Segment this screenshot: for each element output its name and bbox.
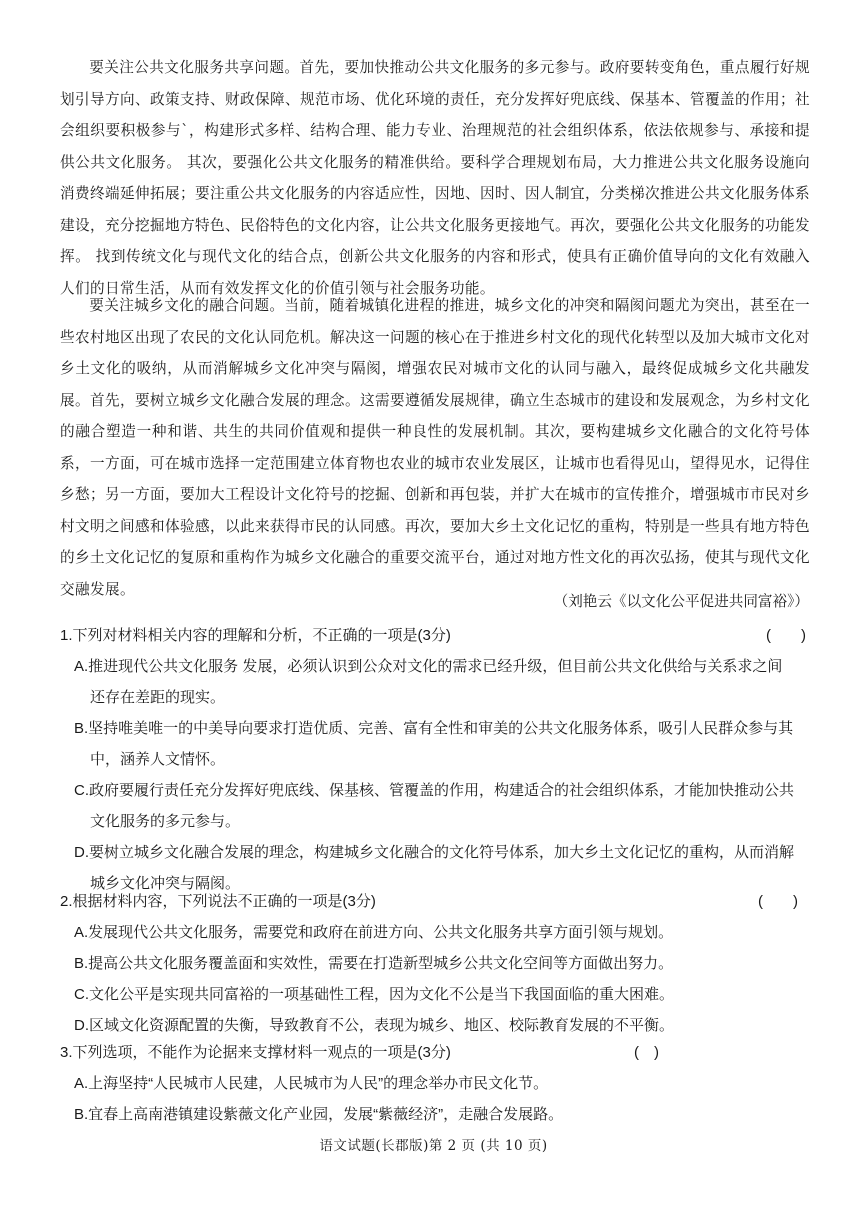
passage-paragraph-2 bbox=[60, 290, 810, 605]
passage-paragraph-1 bbox=[60, 52, 810, 304]
source-citation: （刘艳云《以文化公平促进共同富裕》） bbox=[553, 593, 809, 610]
option-text: B.坚持唯美唯一的中美导向要求打造优质、完善、富有全性和审美的公共文化服务体系，吸引人民群众参与其 bbox=[74, 720, 794, 737]
option-text: C.政府要履行责任充分发挥好兜底线、保基核、管覆盖的作用，构建适合的社会组织体系，才能加快推动公共 bbox=[74, 782, 795, 799]
question-2 bbox=[60, 886, 812, 1041]
question-stem: 3.下列选项，不能作为论据来支撑材料一观点的一项是(3分) bbox=[60, 1044, 451, 1061]
page-footer: 语文试题(长郡版)第 2 页 (共 10 页) bbox=[319, 1138, 548, 1154]
paragraph-text: 要关注公共文化服务共享问题。首先，要加快推动公共文化服务的多元参与。政府要转变角色，重点履行好规划引导方向、政策支持、财政保障、规范市场、优化环境的责任，充分发挥好兜底线、保基本、管覆盖的作用；社会组织要积极参与`，构建形式多样、结构合理、能力专业、治理规范的社会组织体系，依法依规参与、承接和提供公共文化服务。 其次，要强化公共文化服务的精准供给。要科学合理规划布局，大力推进公共文化服务设施向消费终端延伸拓展；要注重公共文化服务的内容适应性，因地、因时、因人制宜，分类梯次推进公共文化服务体系建设，充分挖掘地方特色、民俗特色的文化内容，让公共文化服务更接地气。再次，要强化公共文化服务的功能发挥。 找到传统文化与现代文化的结合点，创新公共文化服务的内容和形式，使具有正确价值导向的文化有效融入人们的日常生活，从而有效发挥文化的价值引领与社会服务功能。 bbox=[60, 59, 810, 297]
option-a[interactable]: A.上海坚持“人民城市人民建，人民城市为人民”的理念举办市民文化节。 bbox=[74, 1075, 549, 1092]
option-c[interactable] bbox=[60, 775, 812, 837]
answer-blank[interactable]: ( ) bbox=[634, 1044, 659, 1061]
option-text: A.推进现代公共文化服务 发展，必须认识到公众对文化的需求已经升级，但目前公共文化供给与关系求之间 bbox=[74, 658, 783, 675]
option-text: D.要树立城乡文化融合发展的理念，构建城乡文化融合的文化符号体系，加大乡土文化记忆的重构，从而消解 bbox=[74, 844, 795, 861]
option-text-continued: 中，涵养人文情怀。 bbox=[90, 751, 226, 768]
option-b[interactable]: B.提高公共文化服务覆盖面和实效性，需要在打造新型城乡公共文化空间等方面做出努力。 bbox=[74, 955, 674, 972]
paragraph-text: 要关注城乡文化的融合问题。当前，随着城镇化进程的推进，城乡文化的冲突和隔阂问题尤为突出，甚至在一些农村地区出现了农民的文化认同危机。解决这一问题的核心在于推进乡村文化的现代化转型以及加大城市文化对乡土文化的吸纳，从而消解城乡文化冲突与隔阂，增强农民对城市文化的认同与融入，最终促成城乡文化共融发展。首先，要树立城乡文化融合发展的理念。这需要遵循发展规律，确立生态城市的建设和发展观念，为乡村文化的融合塑造一种和谐、共生的共同价值观和提供一种良性的发展机制。其次，要构建城乡文化融合的文化符号体系，一方面，可在城市选择一定范围建立体育物也农业的城市农业发展区，让城市也看得见山，望得见水，记得住乡愁；另一方面，要加大工程设计文化符号的挖掘、创新和再包装，并扩大在城市的宣传推介，增强城市市民对乡村文明之间感和体验感，以此来获得市民的认同感。再次，要加大乡土文化记忆的重构，特别是一些具有地方特色的乡土文化记忆的复原和重构作为城乡文化融合的重要交流平台，通过对地方性文化的再次弘扬，使其与现代文化交融发展。 bbox=[60, 297, 810, 598]
option-b[interactable] bbox=[60, 713, 812, 775]
question-stem: 2.根据材料内容，下列说法不正确的一项是(3分) bbox=[60, 893, 376, 910]
option-text-continued: 城乡文化冲突与隔阂。 bbox=[90, 875, 241, 892]
answer-blank[interactable]: ( ) bbox=[758, 893, 798, 910]
question-1 bbox=[60, 620, 812, 899]
option-a[interactable]: A.发展现代公共文化服务，需要党和政府在前进方向、公共文化服务共享方面引领与规划。 bbox=[74, 924, 674, 941]
option-c[interactable]: C.文化公平是实现共同富裕的一项基础性工程，因为文化不公是当下我国面临的重大困难。 bbox=[74, 986, 675, 1003]
option-text-continued: 还存在差距的现实。 bbox=[90, 689, 226, 706]
option-d[interactable]: D.区域文化资源配置的失衡，导致教育不公，表现为城乡、地区、校际教育发展的不平衡。 bbox=[74, 1017, 675, 1034]
question-3 bbox=[60, 1037, 812, 1130]
option-b[interactable]: B.宜春上高南港镇建设紫薇文化产业园，发展“紫薇经济”，走融合发展路。 bbox=[74, 1106, 564, 1123]
option-a[interactable] bbox=[60, 651, 812, 713]
answer-blank[interactable]: ( ) bbox=[766, 627, 806, 644]
question-stem: 1.下列对材料相关内容的理解和分析，不正确的一项是(3分) bbox=[60, 627, 451, 644]
option-text-continued: 文化服务的多元参与。 bbox=[90, 813, 241, 830]
